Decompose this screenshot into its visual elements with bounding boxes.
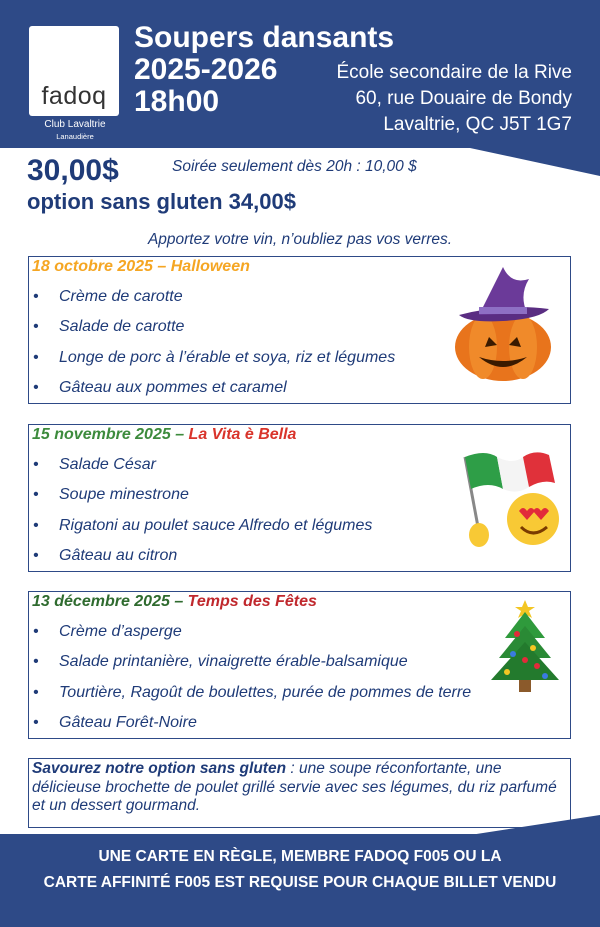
event-theme: Temps des Fêtes [187, 593, 317, 610]
title-line-3: 18h00 [134, 85, 220, 118]
menu-list [33, 282, 395, 403]
menu-item: • Soupe minestrone [33, 480, 372, 510]
event-box-la-vita [28, 424, 571, 572]
event-theme: La Vita è Bella [188, 426, 297, 443]
menu-item: • Gâteau Forêt-Noire [33, 708, 471, 738]
evening-only-price: Soirée seulement dès 20h : 10,00 $ [172, 158, 417, 175]
menu-item: • Longe de porc à l’érable et soya, riz et légumes [33, 343, 395, 373]
event-title [32, 258, 250, 276]
event-title [32, 426, 296, 444]
price: 30,00$ [27, 154, 119, 187]
fadoq-logo [29, 26, 119, 116]
event-box-halloween [28, 256, 571, 404]
header-notch [470, 148, 600, 176]
menu-item: • Tourtière, Ragoût de boulettes, purée de pommes de terre [33, 678, 471, 708]
footer-line-1: UNE CARTE EN RÈGLE, MEMBRE FADOQ F005 OU LA [98, 848, 502, 865]
menu-item: • Salade de carotte [33, 312, 395, 342]
region-name: Lanaudière [56, 132, 94, 141]
christmas-tree-icon [485, 596, 565, 696]
venue-address [336, 60, 572, 138]
footer-notch [470, 815, 600, 835]
club-name: Club Lavaltrie [44, 119, 106, 130]
title-line-1: Soupers dansants [134, 21, 395, 54]
event-box-temps-des-fetes [28, 591, 571, 739]
event-date: 15 novembre 2025 – [32, 426, 185, 443]
logo-word: fadoq [41, 82, 107, 110]
gluten-free-price: option sans gluten 34,00$ [27, 189, 296, 214]
menu-item: • Crème d’asperge [33, 617, 471, 647]
menu-item: • Gâteau aux pommes et caramel [33, 373, 395, 403]
event-date: 13 décembre 2025 – [32, 593, 184, 610]
address-line-2: 60, rue Douaire de Bondy [355, 88, 572, 109]
event-title [32, 593, 317, 611]
footer-line-2: CARTE AFFINITÉ F005 EST REQUISE POUR CHAQUE BILLET VENDU [43, 874, 557, 891]
title-line-2: 2025-2026 [134, 53, 278, 86]
menu-item: • Rigatoni au poulet sauce Alfredo et légumes [33, 511, 372, 541]
address-line-1: École secondaire de la Rive [336, 62, 572, 83]
menu-list [33, 450, 372, 571]
gluten-free-note-lead: Savourez notre option sans gluten [32, 760, 287, 777]
event-date: 18 octobre 2025 – Halloween [32, 258, 250, 275]
gluten-free-note-body: : une soupe réconfortante, une délicieuse brochette de poulet grillé servie avec ses légumes, du riz parfumé et un dessert gourmand. [32, 760, 557, 814]
italy-flag-heart-eyes-icon [457, 439, 567, 551]
bring-wine-note: Apportez votre vin, n’oubliez pas vos verres. [147, 231, 453, 248]
pumpkin-witch-hat-icon [449, 265, 557, 383]
menu-item: • Salade printanière, vinaigrette érable-balsamique [33, 647, 471, 677]
membership-requirement [0, 844, 600, 896]
menu-item: • Crème de carotte [33, 282, 395, 312]
menu-item: • Salade César [33, 450, 372, 480]
menu-item: • Gâteau au citron [33, 541, 372, 571]
menu-list [33, 617, 471, 738]
address-line-3: Lavaltrie, QC J5T 1G7 [383, 114, 572, 135]
